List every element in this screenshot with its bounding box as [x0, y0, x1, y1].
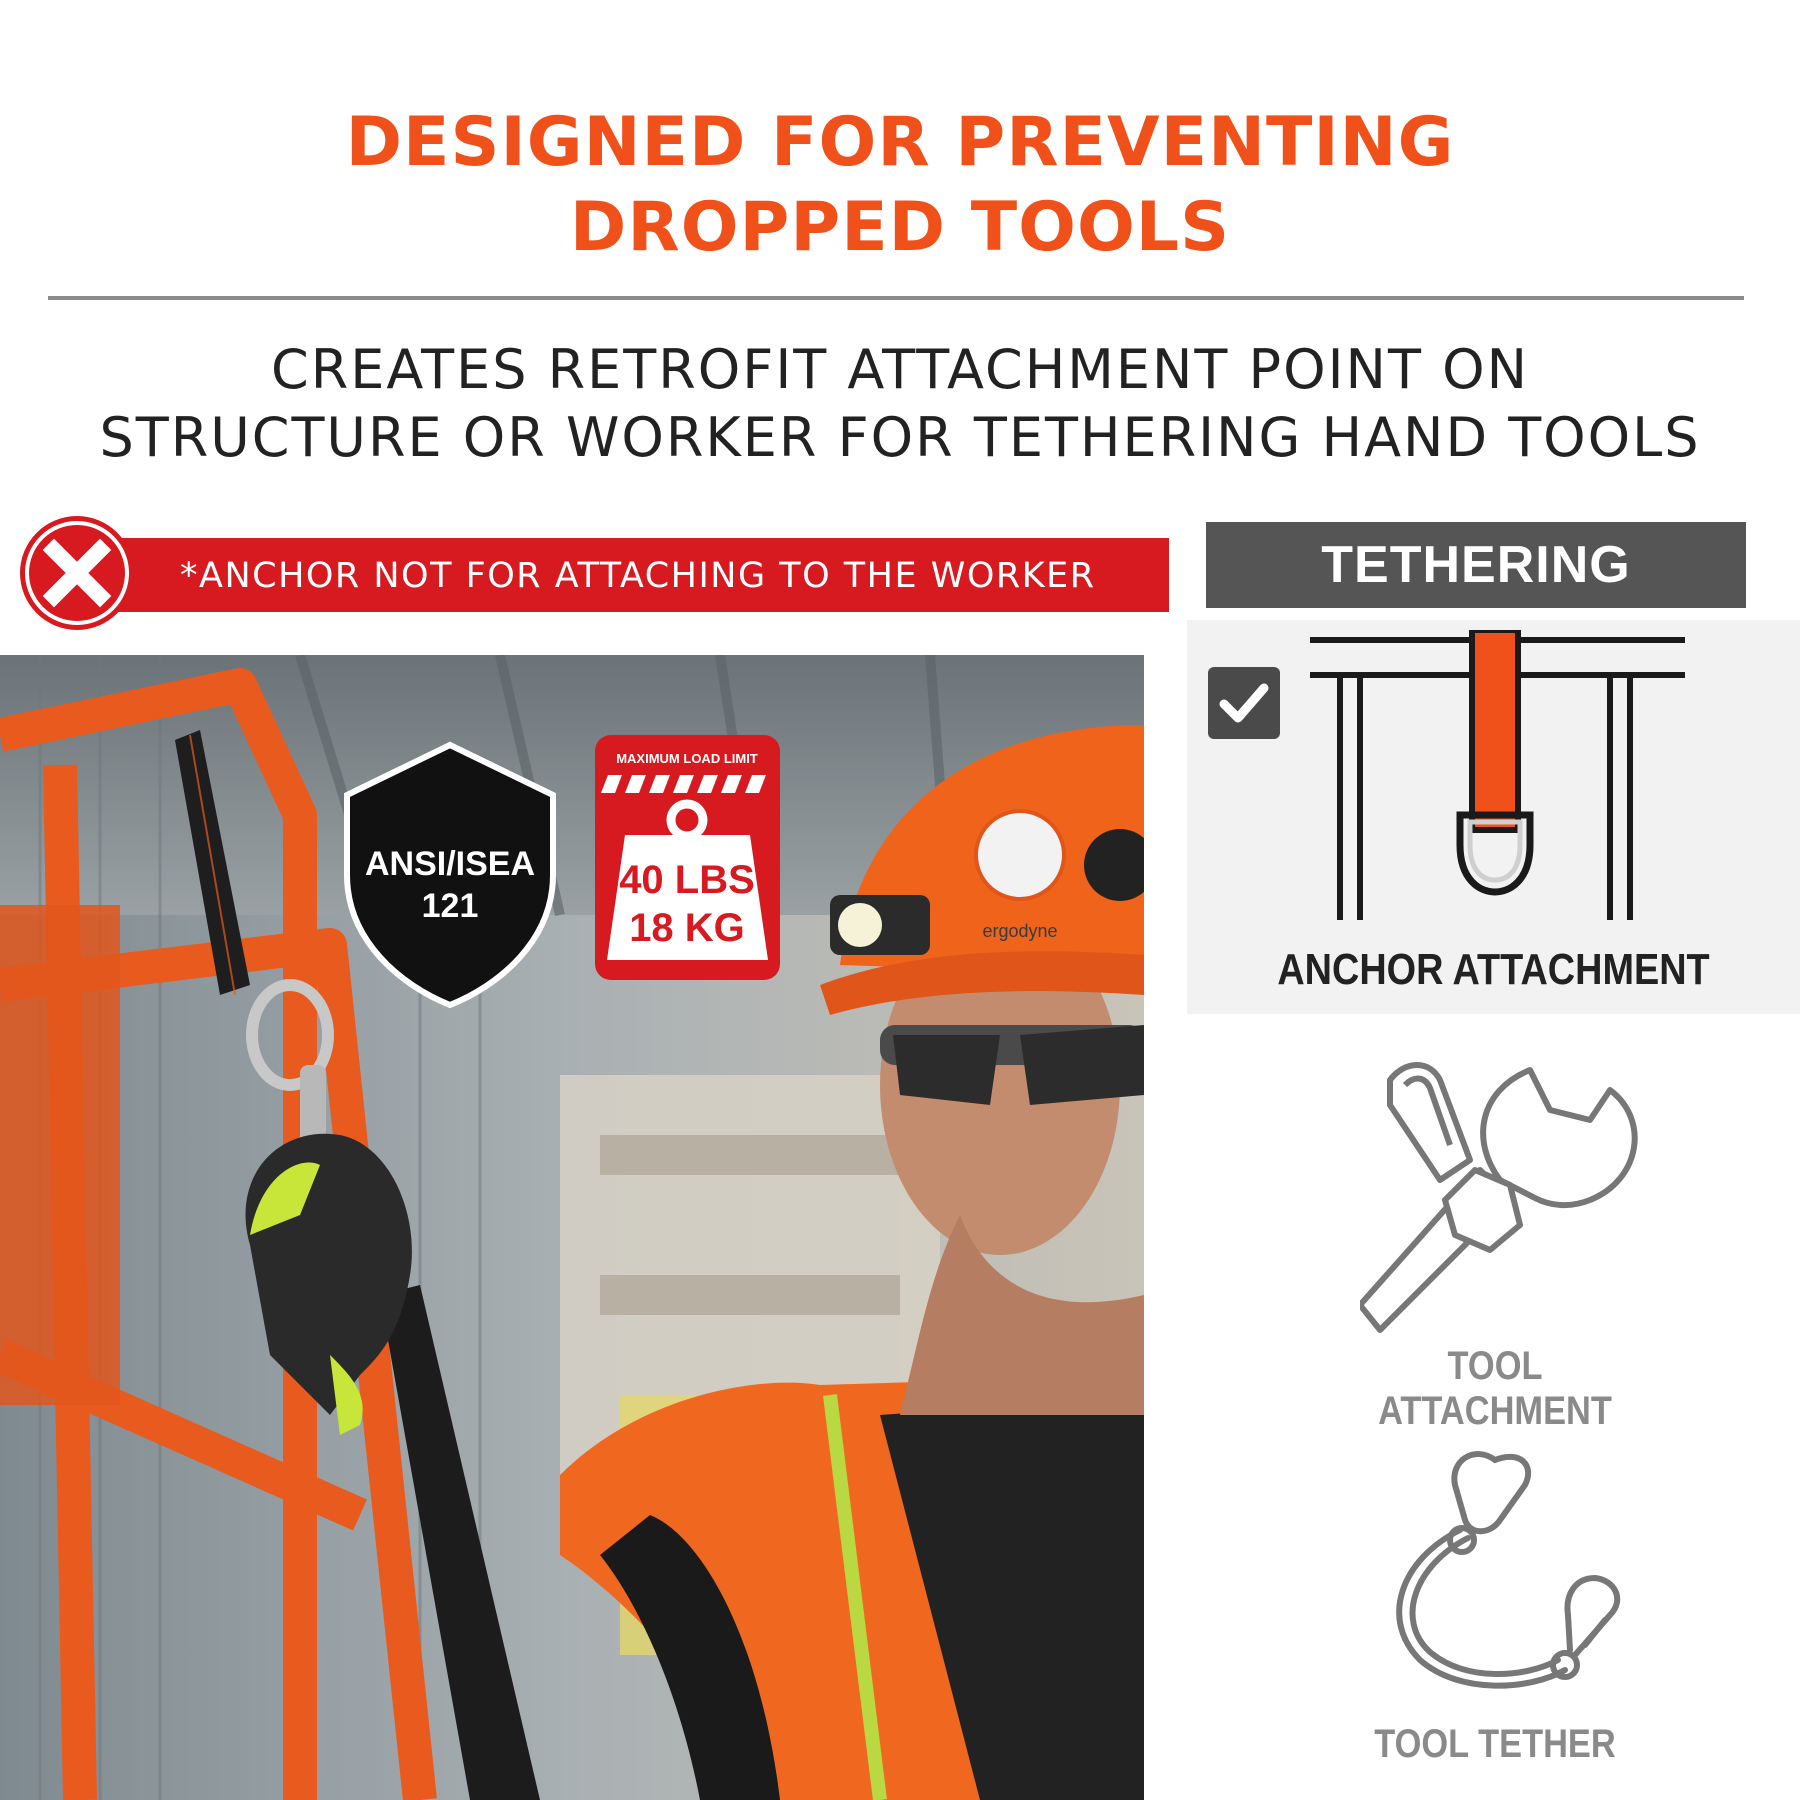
load-limit-badge — [595, 735, 780, 980]
load-limit-lbs: 40 LBS — [619, 858, 755, 902]
load-limit-kg: 18 KG — [629, 906, 745, 950]
close-x-icon — [18, 514, 136, 632]
anchor-attachment-label: ANCHOR ATTACHMENT — [1277, 945, 1710, 994]
tool-attachment-label: TOOL ATTACHMENT — [1378, 1344, 1612, 1433]
subheadline-line-2: STRUCTURE OR WORKER FOR TETHERING HAND TOOLS — [99, 406, 1701, 469]
headline-line-1: DESIGNED FOR PREVENTING — [345, 103, 1455, 182]
tool-tether-icon — [1360, 1440, 1640, 1710]
subheadline — [0, 336, 1800, 472]
anchor-attachment-icon — [1300, 630, 1690, 930]
tethering-system-header: TETHERING — [1206, 522, 1746, 608]
checkmark-icon — [1208, 667, 1280, 739]
warning-text: *ANCHOR NOT FOR ATTACHING TO THE WORKER — [180, 556, 1096, 596]
ansi-badge-line-1: ANSI/ISEA — [364, 845, 536, 883]
wrench-attachment-icon — [1360, 1050, 1660, 1340]
headline-line-2: DROPPED TOOLS — [569, 188, 1231, 267]
divider — [48, 296, 1744, 300]
tool-tether-label: TOOL TETHER — [1374, 1722, 1616, 1766]
worker-photo — [0, 655, 1144, 1800]
ansi-badge-line-2: 121 — [421, 887, 479, 925]
helmet-logo: ergodyne — [982, 921, 1058, 941]
headline — [0, 100, 1800, 270]
load-limit-title: MAXIMUM LOAD LIMIT — [616, 751, 758, 766]
subheadline-line-1: CREATES RETROFIT ATTACHMENT POINT ON — [271, 338, 1529, 401]
